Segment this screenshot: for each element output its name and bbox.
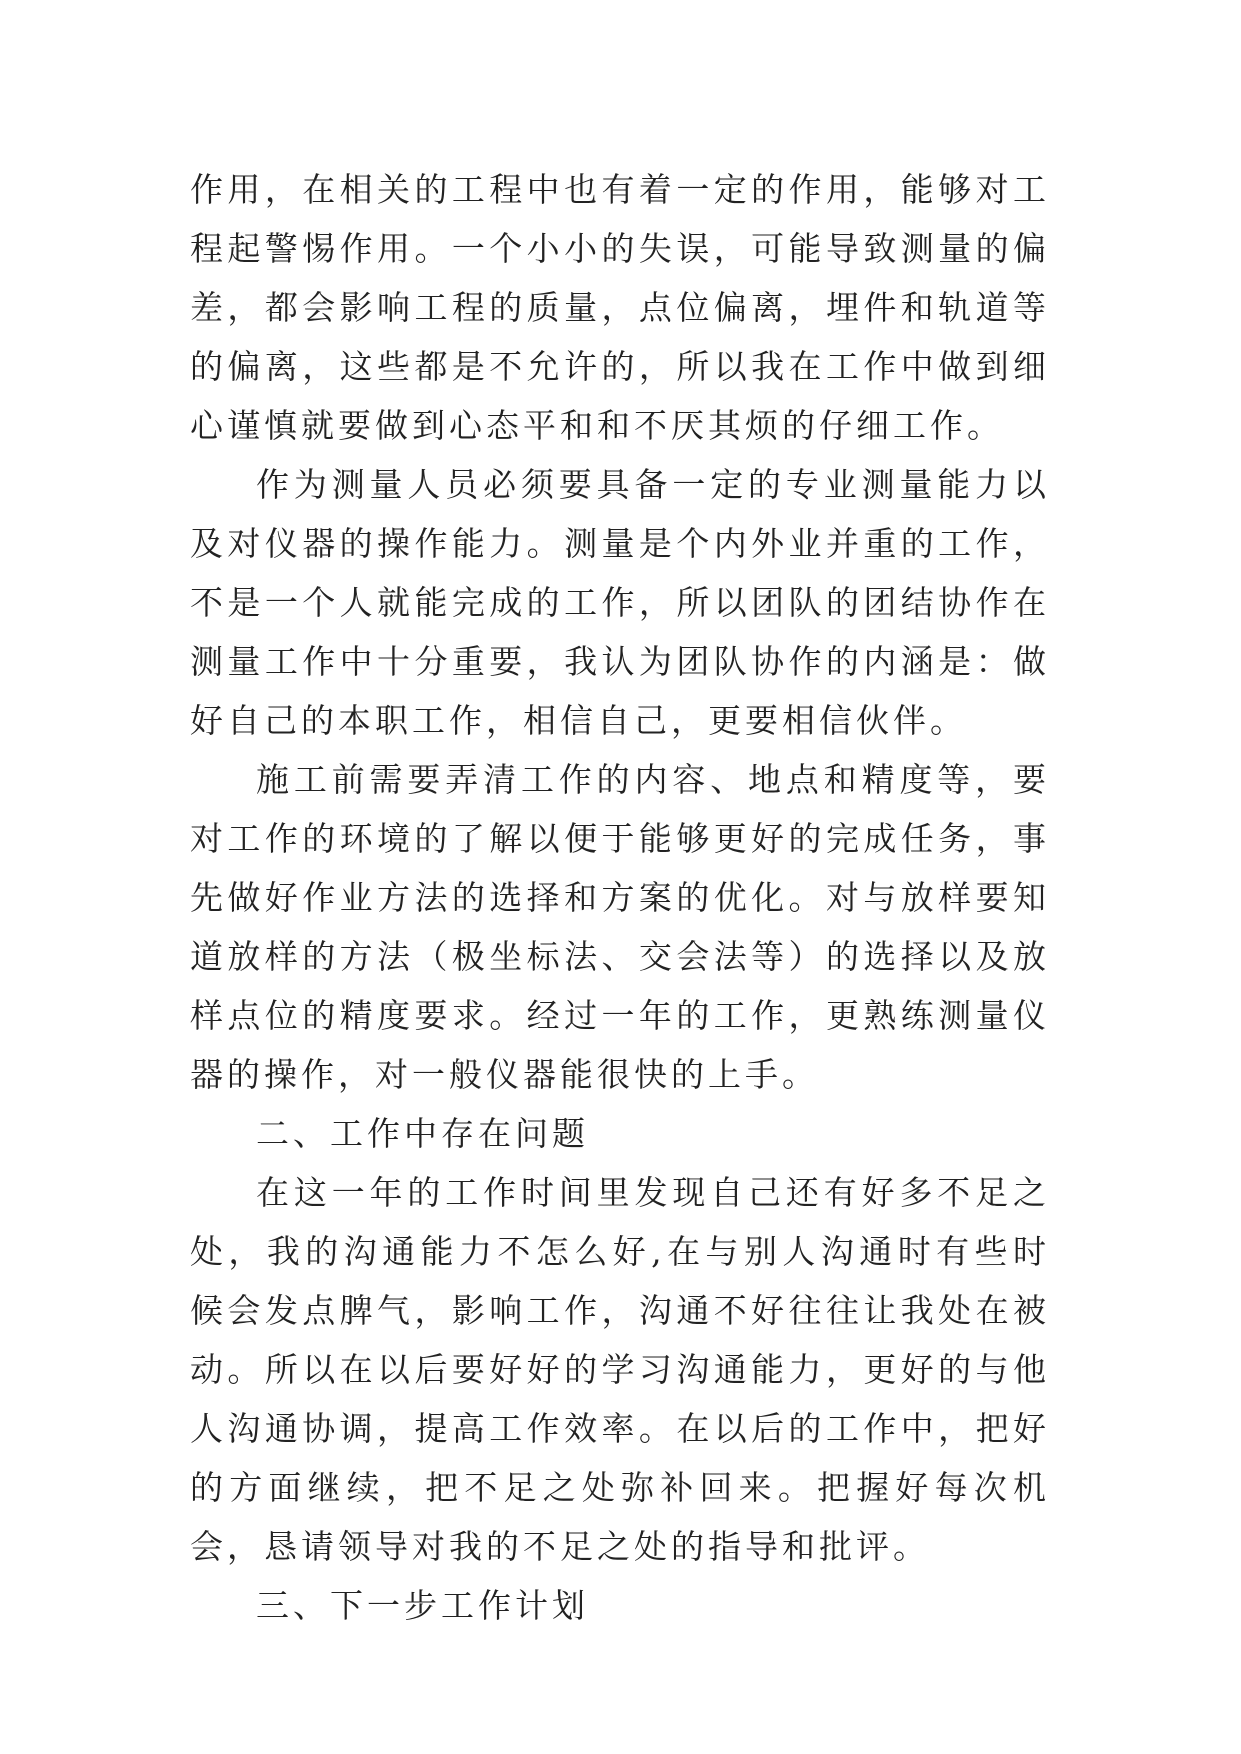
section-heading-problems: 二、工作中存在问题 <box>256 1114 589 1153</box>
document-body <box>190 160 1050 1635</box>
paragraph-preparation: 施工前需要弄清工作的内容、地点和精度等，要对工作的环境的了解以便于能够更好的完成任务，事先做好作业方法的选择和方案的优化。对与放样要知道放样的方法（极坐标法、交会法等）的选择以及放样点位的精度要求。经过一年的工作，更熟练测量仪器的操作，对一般仪器能很快的上手。 <box>190 760 1050 1094</box>
section-heading-next-plan: 三、下一步工作计划 <box>256 1586 589 1625</box>
paragraph-problems: 在这一年的工作时间里发现自己还有好多不足之处，我的沟通能力不怎么好,在与别人沟通时有些时候会发点脾气，影响工作，沟通不好往往让我处在被动。所以在以后要好好的学习沟通能力，更好的与他人沟通协调，提高工作效率。在以后的工作中，把好的方面继续，把不足之处弥补回来。把握好每次机会，恳请领导对我的不足之处的指导和批评。 <box>190 1173 1050 1566</box>
paragraph-surveying-ability: 作为测量人员必须要具备一定的专业测量能力以及对仪器的操作能力。测量是个内外业并重的工作，不是一个人就能完成的工作，所以团队的团结协作在测量工作中十分重要，我认为团队协作的内涵是：做好自己的本职工作，相信自己，更要相信伙伴。 <box>190 465 1050 740</box>
paragraph-continuation: 作用，在相关的工程中也有着一定的作用，能够对工程起警惕作用。一个小小的失误，可能导致测量的偏差，都会影响工程的质量，点位偏离，埋件和轨道等的偏离，这些都是不允许的，所以我在工作中做到细心谨慎就要做到心态平和和不厌其烦的仔细工作。 <box>190 170 1050 445</box>
